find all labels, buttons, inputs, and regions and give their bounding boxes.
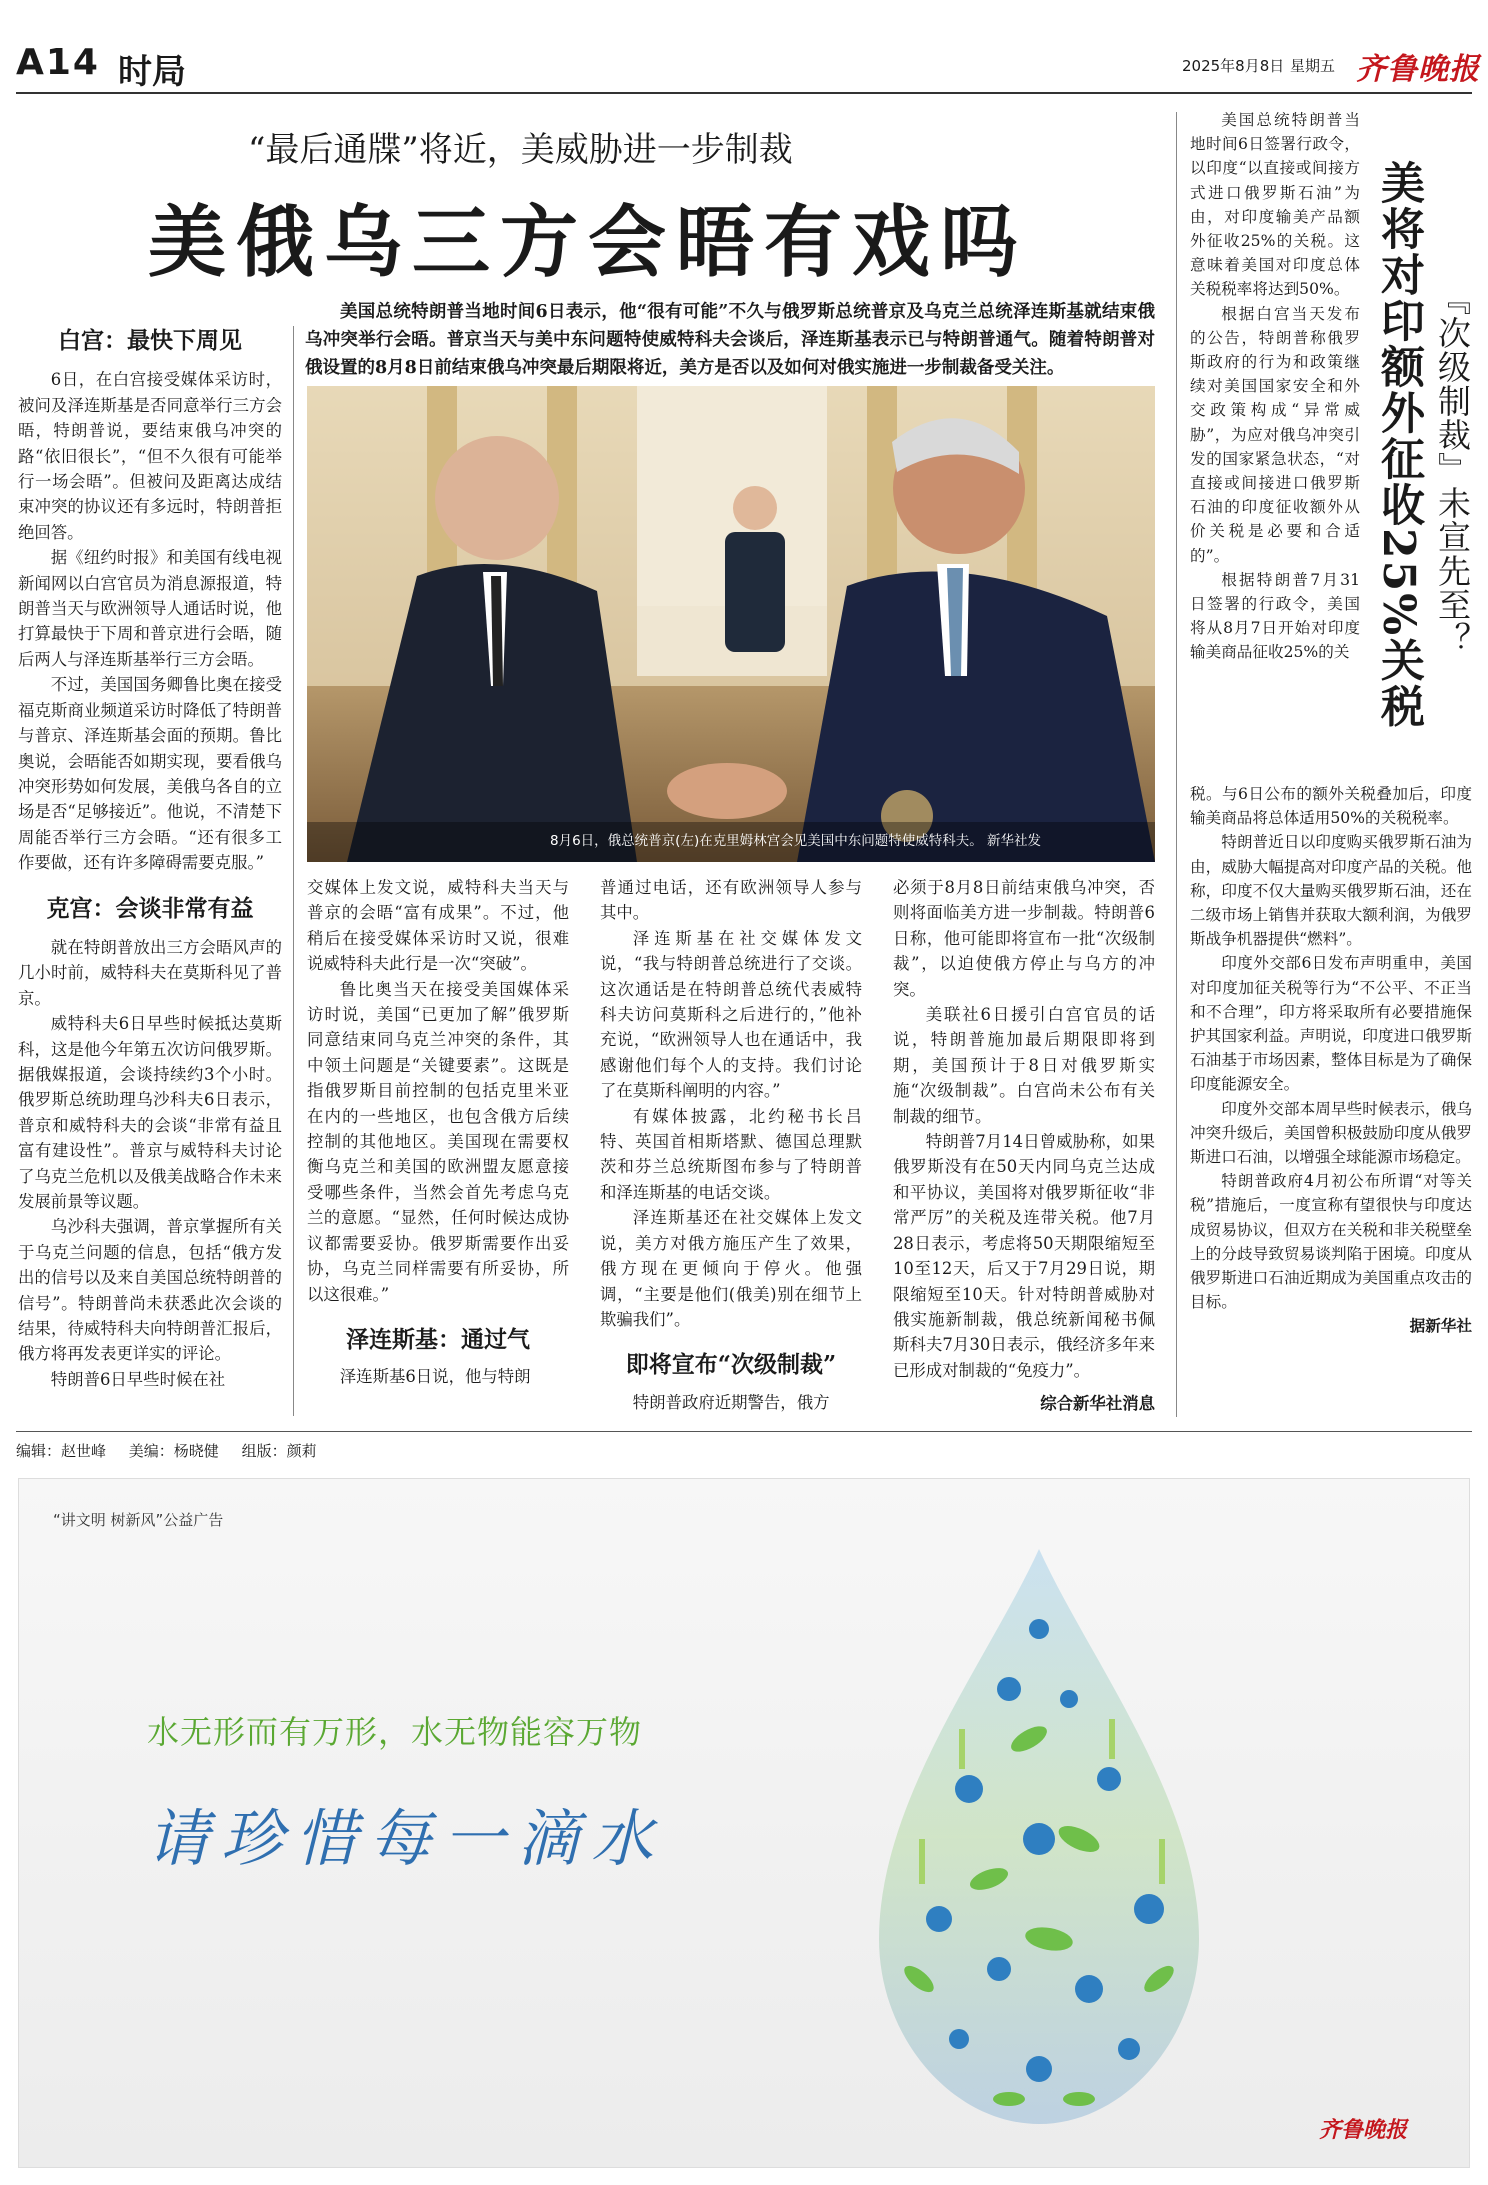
paragraph: 6日，在白宫接受媒体采访时，被问及泽连斯基是否同意举行三方会晤，特朗普说，要结束俄乌冲突的路“依旧很长”，“但不久很有可能举行一场会晤”。但被问及距离达成结束冲突的协议还有多远时，特朗普拒绝回答。 xyxy=(18,370,282,542)
paragraph: 特朗普政府近期警告，俄方 xyxy=(632,1392,830,1412)
paragraph: 特朗普政府4月初公布所谓“对等关税”措施后，一度宣称有望很快与印度达成贸易协议，但双方在关税和非关税壁垒上的分歧导致贸易谈判陷于困境。印度从俄罗斯进口石油近期成为美国重点攻击的目标。 xyxy=(1190,1172,1472,1312)
story-lead: 美国总统特朗普当地时间6日表示，他“很有可能”不久与俄罗斯总统普京及乌克兰总统泽连斯基就结束俄乌冲突举行会晤。普京当天与美中东问题特使威特科夫会谈后，泽连斯基表示已与特朗普通气。随着特朗普对俄设置的8月8日前结束俄乌冲突最后期限将近，美方是否以及如何对俄实施进一步制裁备受关注。 xyxy=(305,302,1155,378)
story-headline: 美俄乌三方会晤有戏吗 xyxy=(148,197,1029,288)
water-drop-illustration xyxy=(859,1539,1219,2143)
paragraph: 根据白宫当天发布的公告，特朗普称俄罗斯政府的行为和政策继续对美国国家安全和外交政策构成“异常威胁”，为应对俄乌冲突引发的国家紧急状态，“对直接或间接进口俄罗斯石油的印度征收额外从价关税是必要和合适的”。 xyxy=(1190,304,1360,565)
paragraph: 必须于8月8日前结束俄乌冲突，否则将面临美方进一步制裁。特朗普6日称，他可能即将宣布一批“次级制裁”，以迫使俄方停止与乌方的冲突。 xyxy=(893,878,1155,999)
feature-source: 据新华社 xyxy=(1409,1316,1472,1336)
paragraph: 特朗普7月14日曾威胁称，如果俄罗斯没有在50天内同乌克兰达成和平协议，美国将对俄罗斯征收“非常严厉”的关税及连带关税。他7月28日表示，考虑将50天期限缩短至10至12天，后又于7月29日说，期限缩短至10天。针对特朗普威胁对俄实施新制裁，俄总统新闻秘书佩斯科夫7月30日表示，俄经济多年来已形成对制裁的“免疫力”。 xyxy=(893,1132,1155,1380)
paragraph: 威特科夫6日早些时候抵达莫斯科，这是他今年第五次访问俄罗斯。据俄媒报道，会谈持续约3个小时。俄罗斯总统助理乌沙科夫6日表示，普京和威特科夫的会谈“非常有益且富有建设性”。普京与威特科夫讨论了乌克兰危机以及俄美战略合作未来发展前景等议题。 xyxy=(18,1014,282,1211)
paragraph: 就在特朗普放出三方会晤风声的几小时前，威特科夫在莫斯科见了普京。 xyxy=(18,937,282,1008)
layout-credit: 组版：颜莉 xyxy=(241,1442,317,1460)
feature-column-top xyxy=(1190,108,1360,665)
masthead-logo: 齐鲁晚报 xyxy=(1356,52,1480,87)
ad-tag: “讲文明 树新风”公益广告 xyxy=(53,1511,224,1529)
issue-date: 2025年8月8日 xyxy=(1182,57,1285,75)
subhead-white-house: 白宫：最快下周见 xyxy=(58,327,242,354)
news-photo xyxy=(307,386,1155,862)
paragraph: 普通过电话，还有欧洲领导人参与其中。 xyxy=(600,878,862,923)
subhead-kremlin: 克宫：会谈非常有益 xyxy=(46,894,254,922)
paragraph: 泽连斯基在社交媒体发文说，“我与特朗普总统进行了交谈。这次通话是在特朗普总统代表威特科夫访问莫斯科之后进行的，”他补充说，“欧洲领导人也在通话中，我感谢他们每个人的支持。我们讨论了在莫斯科阐明的内容。” xyxy=(600,928,862,1101)
page-credits xyxy=(16,1440,335,1461)
column-1 xyxy=(18,328,282,1392)
subhead-zelensky: 泽连斯基：通过气 xyxy=(346,1325,530,1353)
paragraph: 泽连斯基还在社交媒体上发文说，美方对俄方施压产生了效果，俄方现在更倾向于停火。他强调，“主要是他们(俄美)别在细节上欺骗我们”。 xyxy=(600,1208,862,1329)
section-name: 时局 xyxy=(118,52,186,92)
public-service-ad xyxy=(18,1478,1470,2168)
footer-rule xyxy=(16,1431,1472,1432)
designer-credit: 美编：杨晓健 xyxy=(128,1442,219,1460)
paragraph: 交媒体上发文说，威特科夫当天与普京的会晤“富有成果”。不过，他稍后在接受媒体采访时又说，很难说威特科夫此行是一次“突破”。 xyxy=(307,878,569,974)
photo-caption: 8月6日，俄总统普京(左)在克里姆林宫会见美国中东问题特使威特科夫。 新华社发 xyxy=(550,833,1042,849)
paragraph: 泽连斯基6日说，他与特朗 xyxy=(339,1367,531,1387)
column-4 xyxy=(893,875,1155,1417)
paragraph: 据《纽约时报》和美国有线电视新闻网以白宫官员为消息源报道，特朗普当天与欧洲领导人通话时说，他打算最快于下周和普京进行会晤，随后两人与泽连斯基举行三方会晤。 xyxy=(18,548,282,669)
paragraph: 印度外交部6日发布声明重申，美国对印度加征关税等行为“不公平、不正当和不合理”，印方将采取所有必要措施保护其国家利益。声明说，印度进口俄罗斯石油基于市场因素，整体目标是为了确保印度能源安全。 xyxy=(1190,954,1472,1094)
feature-column-bottom xyxy=(1190,782,1472,1339)
ad-slogan: 水无形而有万形，水无物能容万物 xyxy=(147,1713,643,1751)
column-2 xyxy=(307,875,569,1390)
feature-subheadline: 『次级制裁』未宣先至？ xyxy=(1433,282,1472,656)
story-kicker: “最后通牒”将近，美威胁进一步制裁 xyxy=(248,130,793,170)
paragraph: 鲁比奥当天在接受美国媒体采访时说，美国“已更加了解”俄罗斯同意结束同乌克兰冲突的条件，其中领土问题是“关键要素”。这既是指俄罗斯目前控制的包括克里米亚在内的一些地区，也包含俄方后续控制的其他地区。美国现在需要权衡乌克兰和美国的欧洲盟友愿意接受哪些条件，当然会首先考虑乌克兰的意愿。“显然，任何时候达成协议都需要妥协。俄罗斯需要作出妥协，乌克兰同样需要有所妥协，所以这很难。” xyxy=(307,979,569,1304)
header-rule xyxy=(16,92,1472,94)
paragraph: 特朗普6日早些时候在社 xyxy=(50,1369,226,1389)
column-3 xyxy=(600,875,862,1415)
paragraph: 特朗普近日以印度购买俄罗斯石油为由，威胁大幅提高对印度产品的关税。他称，印度不仅大量购买俄罗斯石油，还在二级市场上销售并获取大额利润，为俄罗斯战争机器提供“燃料”。 xyxy=(1190,833,1472,949)
editor-credit: 编辑：赵世峰 xyxy=(16,1442,107,1460)
subhead-sanctions: 即将宣布“次级制裁” xyxy=(625,1351,837,1379)
paragraph: 印度外交部本周早些时候表示，俄乌冲突升级后，美国曾积极鼓励印度从俄罗斯进口石油，以增强全球能源市场稳定。 xyxy=(1190,1099,1472,1167)
paragraph: 根据特朗普7月31日签署的行政令，美国将从8月7日开始对印度输美商品征收25%的关 xyxy=(1190,570,1360,662)
page-number: A14 xyxy=(16,42,100,83)
paragraph: 美国总统特朗普当地时间6日签署行政令，以印度“以直接或间接方式进口俄罗斯石油”为由，对印度输美产品额外征收25%的关税。这意味着美国对印度总体关税税率将达到50%。 xyxy=(1190,111,1360,299)
column-rule xyxy=(293,326,294,1416)
issue-weekday: 星期五 xyxy=(1290,57,1336,75)
paragraph: 有媒体披露，北约秘书长吕特、英国首相斯塔默、德国总理默茨和芬兰总统斯图布参与了特朗普和泽连斯基的电话交谈。 xyxy=(600,1106,862,1202)
paragraph: 乌沙科夫强调，普京掌握所有关于乌克兰问题的信息，包括“俄方发出的信号以及来自美国总统特朗普的信号”。特朗普尚未获悉此次会谈的结果，待威特科夫向特朗普汇报后，俄方将再发表更详实的评论。 xyxy=(18,1217,282,1364)
ad-logo: 齐鲁晚报 xyxy=(1319,2117,1408,2143)
ad-script-title: 请珍惜每一滴水 xyxy=(147,1802,666,1875)
paragraph: 美联社6日援引白宫官员的话说，特朗普施加最后期限即将到期，美国预计于8日对俄罗斯实施“次级制裁”。白宫尚未公布有关制裁的细节。 xyxy=(893,1005,1155,1126)
story-source: 综合新华社消息 xyxy=(1040,1394,1155,1414)
paragraph: 不过，美国国务卿鲁比奥在接受福克斯商业频道采访时降低了特朗普与普京、泽连斯基会面的预期。鲁比奥说，会晤能否如期实现，要看俄乌冲突形势如何发展，美俄乌各自的立场是否“足够接近”。他说，不清楚下周能否举行三方会晤。“还有很多工作要做，还有许多障碍需要克服。” xyxy=(18,675,282,873)
paragraph: 税。与6日公布的额外关税叠加后，印度输美商品将总体适用50%的关税税率。 xyxy=(1190,785,1472,828)
column-rule xyxy=(1176,112,1177,1417)
feature-headline: 美将对印额外征收25%关税 xyxy=(1373,160,1424,730)
